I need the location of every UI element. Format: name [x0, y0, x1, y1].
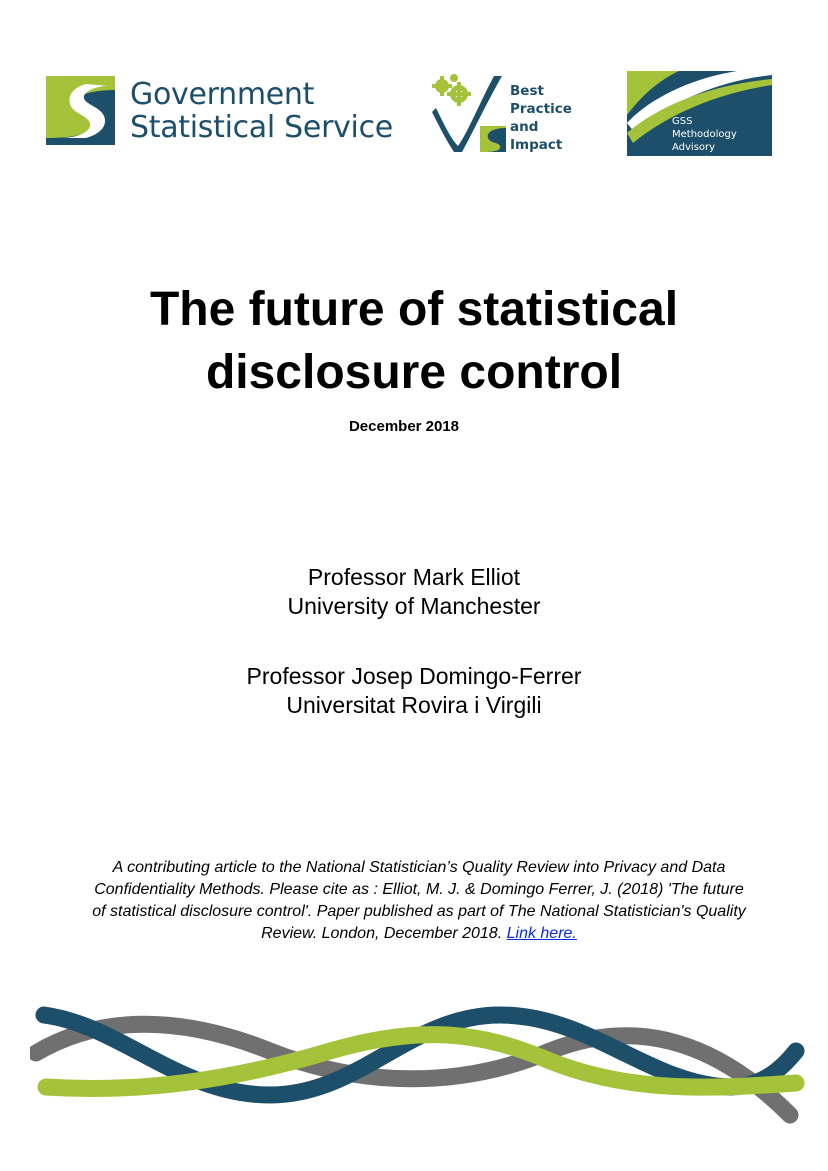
gss-mac-line2: Methodology: [672, 129, 737, 140]
title-line1: The future of statistical: [149, 283, 679, 336]
author-name: Professor Mark Elliot: [307, 564, 521, 590]
author-affiliation: Universitat Rovira i Virgili: [286, 692, 542, 718]
author-block: [0, 662, 828, 720]
bpi-line1: Best: [510, 83, 544, 99]
gss-logo-line2: Statistical Service: [130, 110, 393, 145]
document-date: December 2018: [348, 418, 460, 435]
document-title: [0, 278, 828, 404]
author-block: [0, 563, 828, 621]
citation-text: A contributing article to the National Statistician’s Quality Review into Privacy and Data Confidentiality Methods. Please cite as : Elliot, M. J. & Domingo Ferrer, J. (2018) 'The future of statistical disclosure control'. Paper published as part of The National Statistician's Quality Review. London, December 2018.: [92, 859, 746, 942]
gss-s-icon: [46, 76, 115, 145]
gss-mac-line1: GSS: [672, 116, 693, 127]
title-line2: disclosure control: [205, 346, 623, 399]
bpi-line2: Practice: [510, 101, 572, 117]
bpi-line4: Impact: [510, 137, 563, 153]
author-affiliation: University of Manchester: [287, 593, 541, 619]
citation-note: [90, 857, 748, 945]
gss-mac-line3: Advisory Committee: [672, 142, 728, 166]
gears-check-icon: [428, 72, 513, 154]
gss-logo: [46, 76, 393, 146]
bpi-logo: [428, 72, 578, 154]
decorative-waves: [30, 1005, 810, 1135]
author-name: Professor Josep Domingo-Ferrer: [246, 663, 582, 689]
gss-logo-line1: Government: [130, 77, 315, 112]
gss-mac-logo: [627, 71, 772, 166]
bpi-line3: and: [510, 119, 539, 135]
citation-link[interactable]: Link here.: [506, 925, 577, 942]
